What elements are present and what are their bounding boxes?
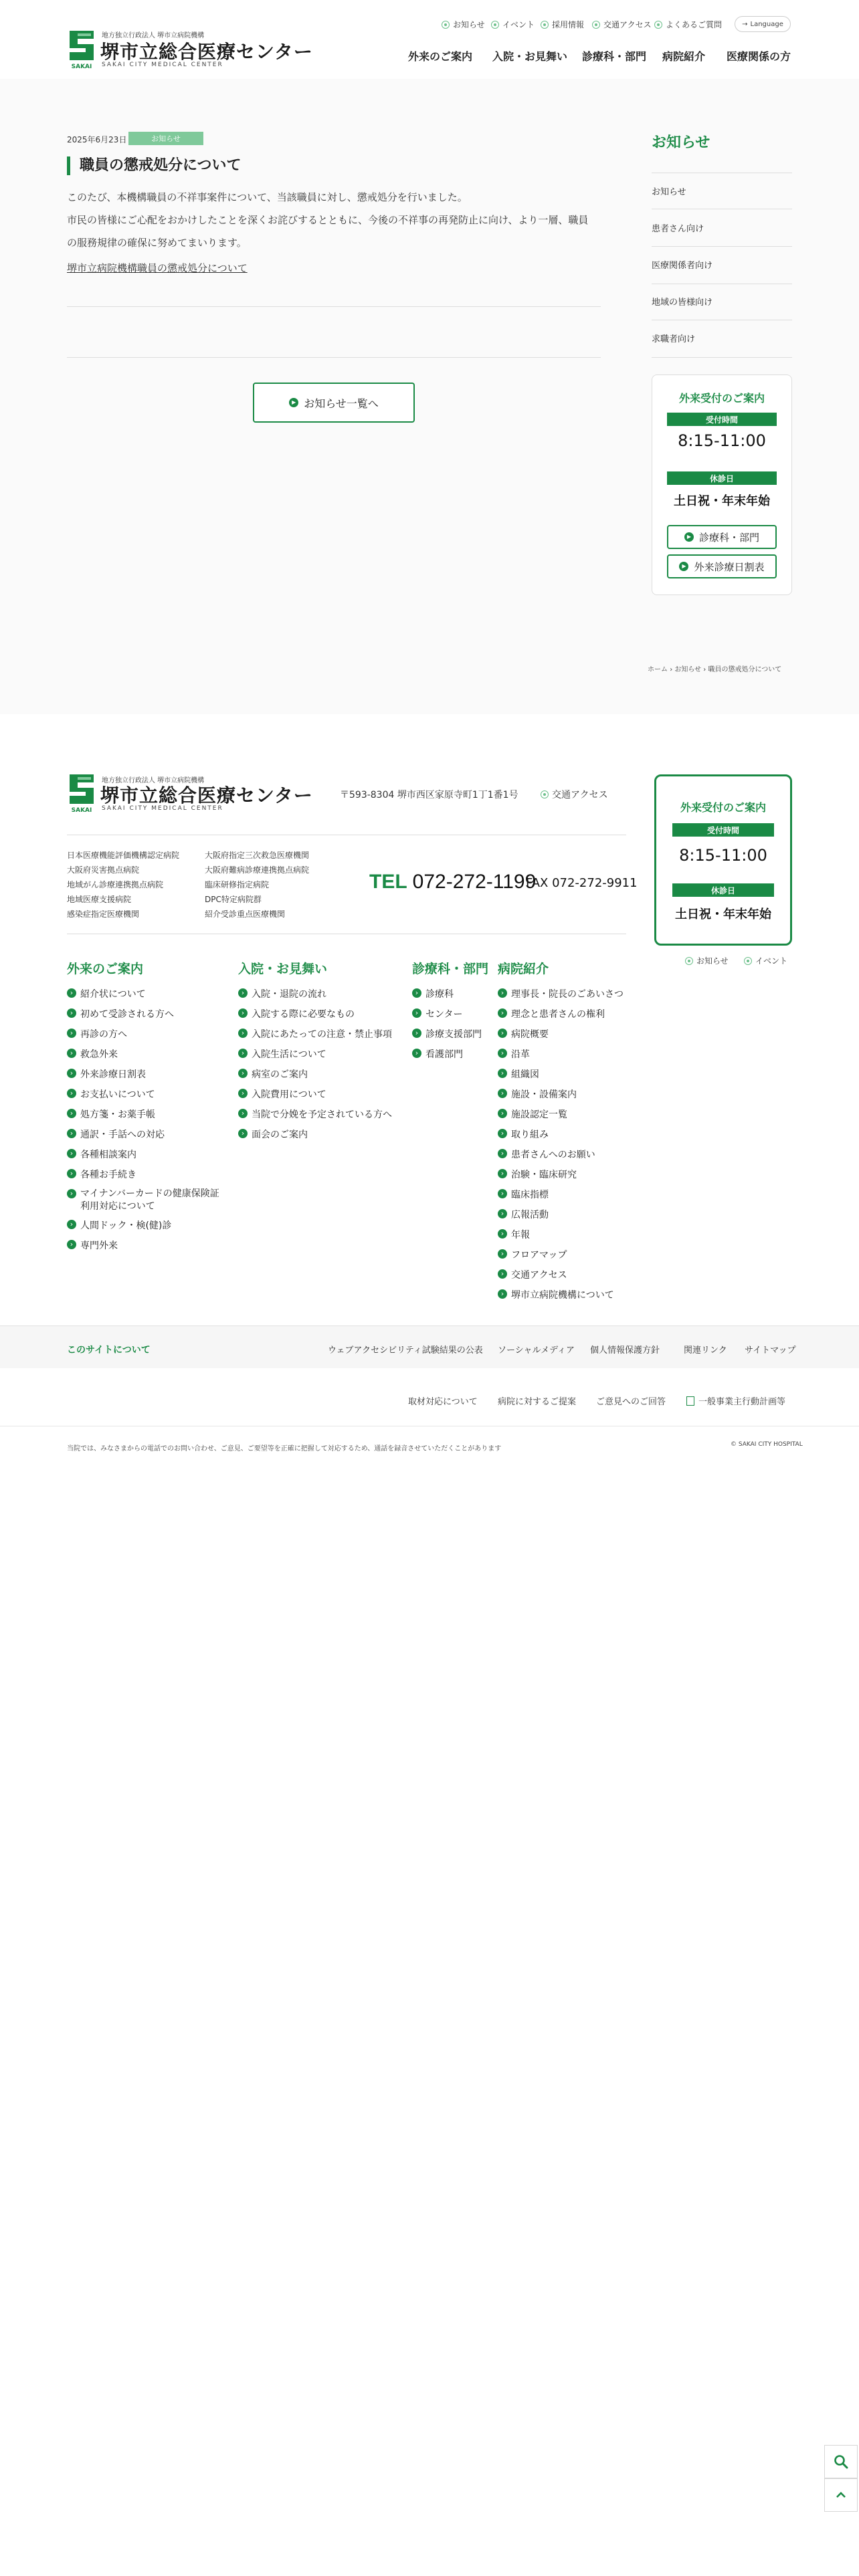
footer-link[interactable]: › 再診の方へ: [67, 1027, 127, 1041]
util-link-news[interactable]: お知らせ: [442, 19, 485, 30]
article-date: 2025年6月23日: [67, 135, 127, 144]
cert-item: 臨床研修指定病院: [205, 880, 270, 889]
footer-link[interactable]: › 臨床指標: [498, 1188, 549, 1201]
document-icon: [686, 1396, 694, 1406]
floating-search-button[interactable]: [824, 2445, 858, 2478]
footer-link[interactable]: › 施設・設備案内: [498, 1087, 577, 1101]
copyright: © SAKAI CITY HOSPITAL: [731, 1441, 803, 1448]
breadcrumb-home[interactable]: ホーム: [648, 666, 668, 673]
footer-link[interactable]: › 看護部門: [412, 1047, 463, 1061]
tel-number: 072-272-1199: [412, 871, 537, 893]
footer-col-inpatient-title[interactable]: 入院・お見舞い: [238, 962, 328, 976]
footer-link[interactable]: › 病院概要: [498, 1027, 549, 1041]
reception-hours: 8:15-11:00: [679, 846, 767, 865]
nav-departments[interactable]: 診療科・部門: [582, 50, 647, 63]
util-link-faq[interactable]: よくあるご質問: [654, 19, 722, 30]
circle-bullet-icon: [592, 21, 600, 29]
back-to-news-button[interactable]: ▶ お知らせ一覧へ: [253, 383, 415, 423]
divider: [652, 246, 792, 247]
reception-box: [652, 374, 792, 595]
footer-link[interactable]: › 理事長・院長のごあいさつ: [498, 987, 624, 1000]
arrow-right-icon: →: [742, 20, 748, 28]
footer-link[interactable]: › 入院にあたっての注意・禁止事項: [238, 1027, 392, 1041]
footer-link[interactable]: › 診療支援部門: [412, 1027, 482, 1041]
cert-item: 大阪府指定三次救急医療機関: [205, 851, 310, 860]
footer-link[interactable]: › 患者さんへのお願い: [498, 1148, 595, 1161]
search-icon: [833, 2454, 849, 2470]
tel-label: TEL: [369, 871, 407, 893]
cert-item: 地域医療支援病院: [67, 895, 132, 904]
reception-hours: 8:15-11:00: [678, 431, 766, 450]
footer-fax: FAX 072-272-9911: [526, 876, 638, 890]
util-link-access[interactable]: 交通アクセス: [592, 19, 652, 30]
footer-tel[interactable]: [369, 871, 536, 893]
logo-org-name: 地方独立行政法人 堺市立病院機構: [102, 32, 205, 39]
about-link[interactable]: ウェブアクセシビリティ試験結果の公表: [328, 1346, 483, 1356]
chevron-up-icon: [834, 2488, 848, 2502]
footer-link[interactable]: › 人間ドック・検(健)診: [67, 1218, 171, 1232]
cert-item: 大阪府災害拠点病院: [67, 865, 140, 875]
footer-link[interactable]: › 年報: [498, 1228, 530, 1241]
footer-col-outpatient-title[interactable]: 外来のご案内: [67, 962, 144, 976]
floating-page-top-button[interactable]: [824, 2478, 858, 2512]
reception-title: 外来受付のご案内: [678, 392, 765, 405]
footer-link[interactable]: › 救急外来: [67, 1047, 118, 1061]
footer-link[interactable]: › 各種お手続き: [67, 1168, 136, 1181]
reception-title: 外来受付のご案内: [680, 801, 766, 814]
about-site-title: このサイトについて: [67, 1345, 151, 1356]
chevron-right-icon: ▶: [684, 532, 694, 542]
lower-link[interactable]: ご意見へのご回答: [596, 1397, 666, 1407]
site-header: [0, 0, 859, 79]
breadcrumb-current: 職員の懲戒処分について: [708, 666, 782, 673]
hours-label: 受付時間: [667, 413, 777, 426]
closed-label: 休診日: [672, 883, 774, 897]
footer-link[interactable]: › 各種相談案内: [67, 1148, 136, 1161]
footer-link[interactable]: › 広報活動: [498, 1208, 549, 1221]
logo-hospital-name[interactable]: 堺市立総合医療センター: [100, 41, 313, 63]
sidebar-title: お知らせ: [652, 134, 710, 151]
footer-link[interactable]: › 処方箋・お薬手帳: [67, 1107, 155, 1121]
departments-button[interactable]: ▶ 診療科・部門: [667, 525, 777, 549]
footer-link[interactable]: › 当院で分娩を予定されている方へ: [238, 1107, 392, 1121]
footer-link[interactable]: › センター: [412, 1007, 462, 1021]
circle-bullet-icon: [491, 21, 499, 29]
nav-about[interactable]: 病院紹介: [662, 50, 706, 63]
footer-link[interactable]: › 入院生活について: [238, 1047, 326, 1061]
cert-item: 紹介受診重点医療機関: [205, 909, 286, 919]
footer-link[interactable]: › 通訳・手話への対応: [67, 1128, 165, 1141]
footer-link[interactable]: › 組織図: [498, 1067, 539, 1081]
cert-item: 地域がん診療連携拠点病院: [67, 880, 164, 889]
article-link[interactable]: 堺市立病院機構職員の懲戒処分について: [67, 262, 248, 274]
footer-link[interactable]: › 専門外来: [67, 1239, 118, 1252]
footer-access-link[interactable]: 交通アクセス: [541, 788, 608, 801]
divider: [67, 357, 601, 358]
footer-news-link[interactable]: お知らせ: [685, 955, 729, 966]
logo-mark-icon[interactable]: [67, 29, 96, 70]
divider: [652, 357, 792, 358]
footer-link[interactable]: › 理念と患者さんの権利: [498, 1007, 605, 1021]
footer-link[interactable]: › 沿革: [498, 1047, 530, 1061]
circle-bullet-icon: [685, 957, 693, 965]
nav-outpatient[interactable]: 外来のご案内: [408, 50, 473, 63]
footer-link[interactable]: › 入院費用について: [238, 1087, 326, 1101]
footer-link[interactable]: › 堺市立病院機構について: [498, 1288, 614, 1301]
about-link[interactable]: 個人情報保護方針: [590, 1346, 660, 1356]
lower-link-action-plan[interactable]: 一般事業主行動計画等: [686, 1394, 785, 1407]
breadcrumb-separator-icon: ›: [703, 666, 708, 673]
article-paragraph: 市民の皆様にご心配をおかけしたことを深くお詫びするとともに、今後の不祥事の再発防止に向け、より一層、職員: [67, 214, 589, 226]
circle-bullet-icon: [744, 957, 752, 965]
footer-logo-name[interactable]: 堺市立総合医療センター: [100, 784, 313, 807]
logo-mark-text: SAKAI: [71, 64, 92, 70]
footer-link[interactable]: › フロアマップ: [498, 1248, 567, 1261]
footer-logo-en: SAKAI CITY MEDICAL CENTER: [102, 805, 223, 812]
sidebar-item-news[interactable]: お知らせ: [652, 187, 686, 197]
article-paragraph: の服務規律の確保に努めてまいります。: [67, 237, 247, 249]
lower-link[interactable]: 取材対応について: [408, 1397, 478, 1407]
footer-reception-box: [654, 774, 792, 946]
footer-link[interactable]: › 交通アクセス: [498, 1268, 567, 1281]
page-title: 職員の懲戒処分について: [67, 156, 242, 175]
breadcrumb-news[interactable]: お知らせ: [674, 666, 702, 673]
circle-bullet-icon: [541, 790, 549, 798]
breadcrumb: [648, 663, 781, 673]
chevron-right-icon: ▶: [289, 398, 298, 407]
footer-address: 〒593-8304 堺市西区家原寺町1丁1番1号: [340, 790, 518, 800]
cert-item: 感染症指定医療機関: [67, 909, 140, 919]
closed-days: 土日祝・年末年始: [675, 907, 771, 922]
logo-english-name: SAKAI CITY MEDICAL CENTER: [102, 62, 223, 68]
cert-item: 大阪府難病診療連携拠点病院: [205, 865, 310, 875]
footer-link[interactable]: › 取り組み: [498, 1128, 549, 1141]
about-link[interactable]: サイトマップ: [745, 1346, 796, 1356]
article-paragraph: このたび、本機構職員の不祥事案件について、当該職員に対し、懲戒処分を行いました。: [67, 191, 468, 203]
sidebar-item-medical[interactable]: 医療関係者向け: [652, 261, 713, 271]
footer-link[interactable]: › マイナンバーカードの健康保険証利用対応について: [67, 1188, 227, 1213]
footer-link[interactable]: › 紹介状について: [67, 987, 146, 1000]
closed-days: 土日祝・年末年始: [674, 494, 770, 508]
category-badge: お知らせ: [128, 132, 203, 145]
hours-label: 受付時間: [672, 823, 774, 837]
sidebar-item-jobseekers[interactable]: 求職者向け: [652, 334, 696, 344]
divider: [0, 1325, 859, 1326]
footer-event-link[interactable]: イベント: [744, 955, 787, 966]
language-button[interactable]: → Language: [735, 16, 791, 32]
sidebar-item-patients[interactable]: 患者さん向け: [652, 224, 704, 234]
footer-link[interactable]: › 入院・退院の流れ: [238, 987, 326, 1000]
footer-link[interactable]: › 診療科: [412, 987, 454, 1000]
footer-logo-org: 地方独立行政法人 堺市立病院機構: [102, 777, 205, 784]
circle-bullet-icon: [541, 21, 549, 29]
footer-link[interactable]: › 初めて受診される方へ: [67, 1007, 174, 1021]
footer-logo-mark-icon[interactable]: [67, 773, 96, 813]
article-body: [67, 186, 602, 254]
footer-logo-mark-text: SAKAI: [71, 807, 92, 813]
cert-item: DPC特定病院群: [205, 895, 262, 904]
closed-label: 休診日: [667, 471, 777, 485]
nav-inpatient[interactable]: 入院・お見舞い: [492, 50, 568, 63]
footer-link[interactable]: › 病室のご案内: [238, 1067, 308, 1081]
circle-bullet-icon: [442, 21, 450, 29]
footer-link[interactable]: › 外来診療日割表: [67, 1067, 146, 1081]
footer-link[interactable]: › 面会のご案内: [238, 1128, 308, 1141]
divider: [67, 306, 601, 307]
footer-col-about-title[interactable]: 病院紹介: [498, 962, 549, 976]
footer-link[interactable]: › 治験・臨床研究: [498, 1168, 577, 1181]
util-link-events[interactable]: イベント: [491, 19, 535, 30]
sidebar-item-community[interactable]: 地域の皆様向け: [652, 298, 713, 308]
util-link-recruit[interactable]: 採用情報: [541, 19, 584, 30]
breadcrumb-separator-icon: ›: [670, 666, 675, 673]
schedule-button[interactable]: ▶ 外来診療日割表: [667, 554, 777, 578]
chevron-right-icon: ▶: [679, 562, 688, 571]
lower-link[interactable]: 病院に対するご提案: [498, 1397, 577, 1407]
footer-col-departments-title[interactable]: 診療科・部門: [412, 962, 489, 976]
footer-link[interactable]: › 施設認定一覧: [498, 1107, 567, 1121]
nav-medical-professionals[interactable]: 医療関係の方: [727, 50, 791, 63]
circle-bullet-icon: [654, 21, 662, 29]
about-link[interactable]: 関連リンク: [684, 1346, 727, 1356]
call-recording-note: 当院では、みなさまからの電話でのお問い合わせ、ご意見、ご要望等を正確に把握して対応するため、通話を録音させていただくことがあります: [67, 1445, 502, 1453]
footer-link[interactable]: › お支払いについて: [67, 1087, 155, 1101]
cert-item: 日本医療機能評価機構認定病院: [67, 851, 180, 860]
about-link[interactable]: ソーシャルメディア: [498, 1346, 575, 1356]
footer-link[interactable]: › 入院する際に必要なもの: [238, 1007, 355, 1021]
